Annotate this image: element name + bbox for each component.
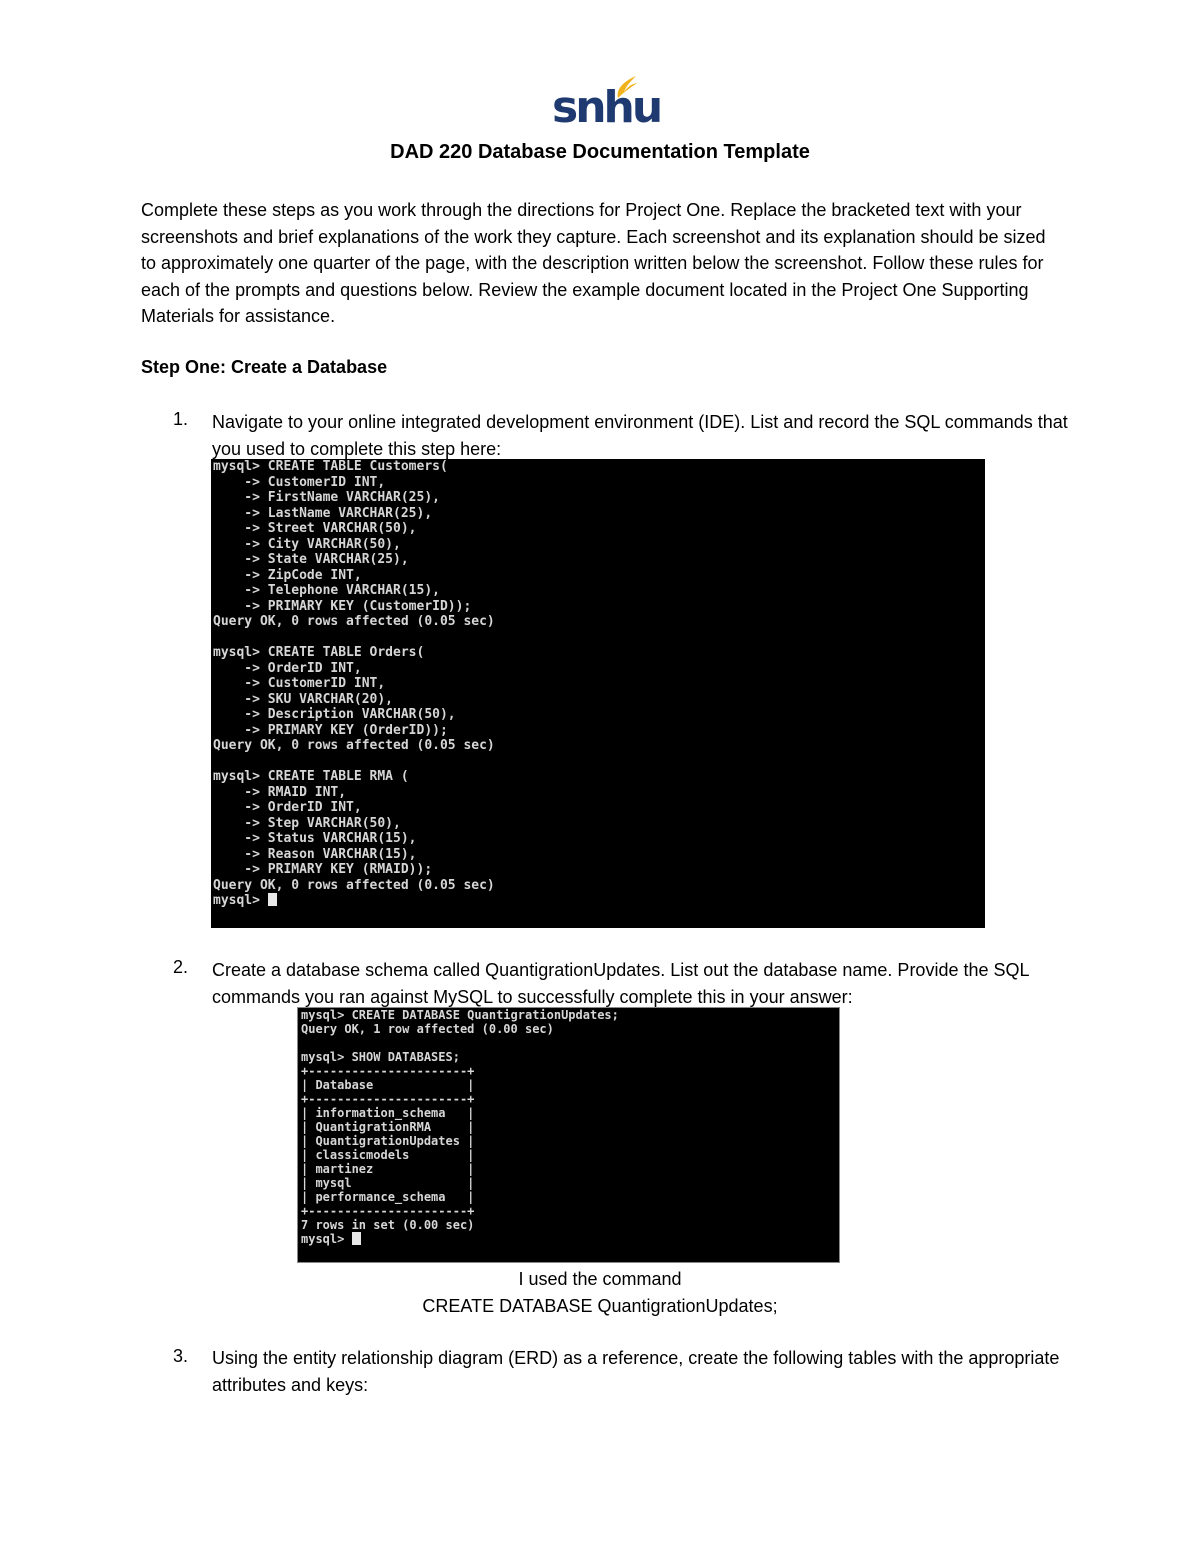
cursor-icon bbox=[268, 893, 277, 906]
item-number-2: 2. bbox=[173, 957, 189, 977]
item-number-3: 3. bbox=[173, 1346, 189, 1366]
terminal-screenshot-create-database bbox=[297, 1007, 840, 1263]
terminal-prompt: mysql> bbox=[213, 893, 268, 908]
item-number-1: 1. bbox=[173, 409, 189, 429]
step-heading: Step One: Create a Database bbox=[141, 357, 388, 377]
terminal-output: mysql> CREATE TABLE Customers( -> CustomerID INT, -> FirstName VARCHAR(25), -> LastName VARCHAR(25), -> Street VARCHAR(50), -> City VARCHAR(50), -> State VARCHAR(25), -> ZipCode INT, -> Telephone VARCHAR(15), -> PRIMARY KEY (CustomerID)); Query OK, 0 rows affected (0.05 sec) mysql> CREATE TABLE Orders( -> OrderID INT, -> CustomerID INT, -> SKU VARCHAR(20), -> Description VARCHAR(50), -> PRIMARY KEY (OrderID)); Query OK, 0 rows affected (0.05 sec) mysql> CREATE TABLE RMA ( -> RMAID INT, -> OrderID INT, -> Step VARCHAR(50), -> Status VARCHAR(15), -> Reason VARCHAR(15), -> PRIMARY KEY (RMAID)); Query OK, 0 rows affected (0.05 sec) bbox=[213, 459, 495, 893]
terminal-output: mysql> CREATE DATABASE QuantigrationUpdates; Query OK, 1 row affected (0.00 sec) mysql> SHOW DATABASES; +----------------------+ | Database | +----------------------+ | information_schema | | QuantigrationRMA | | QuantigrationUpdates | | classicmodels | | martinez | | mysql | | performance_schema | +----------------------+ 7 rows in set (0.00 sec) bbox=[301, 1008, 619, 1232]
item-text-1: Navigate to your online integrated development environment (IDE). List and record the SQL commands that you used to complete this step here: bbox=[212, 412, 1068, 459]
terminal-screenshot-create-tables bbox=[211, 459, 985, 928]
terminal-prompt: mysql> bbox=[301, 1232, 352, 1246]
caption-line-1: I used the command bbox=[518, 1269, 682, 1289]
intro-paragraph: Complete these steps as you work through the directions for Project One. Replace the bracketed text with your screenshots and brief explanations of the work they capture. Each screenshot and its explanation should be sized to approximately one quarter of the page, with the description written below the screenshot. Follow these rules for each of the prompts and questions below. Review the example document located in the Project One Supporting Materials for assistance. bbox=[141, 200, 1046, 326]
cursor-icon bbox=[352, 1232, 361, 1245]
snhu-logo bbox=[552, 74, 661, 134]
page-title: DAD 220 Database Documentation Template bbox=[390, 141, 810, 163]
item-text-3: Using the entity relationship diagram (ERD) as a reference, create the following tables with the appropriate attributes and keys: bbox=[212, 1348, 1060, 1395]
caption-line-2: CREATE DATABASE QuantigrationUpdates; bbox=[422, 1296, 778, 1316]
item-text-2: Create a database schema called QuantigrationUpdates. List out the database name. Provide the SQL commands you ran against MySQL to successfully complete this in your answer: bbox=[212, 960, 1029, 1007]
logo-text: snhu bbox=[552, 82, 661, 133]
